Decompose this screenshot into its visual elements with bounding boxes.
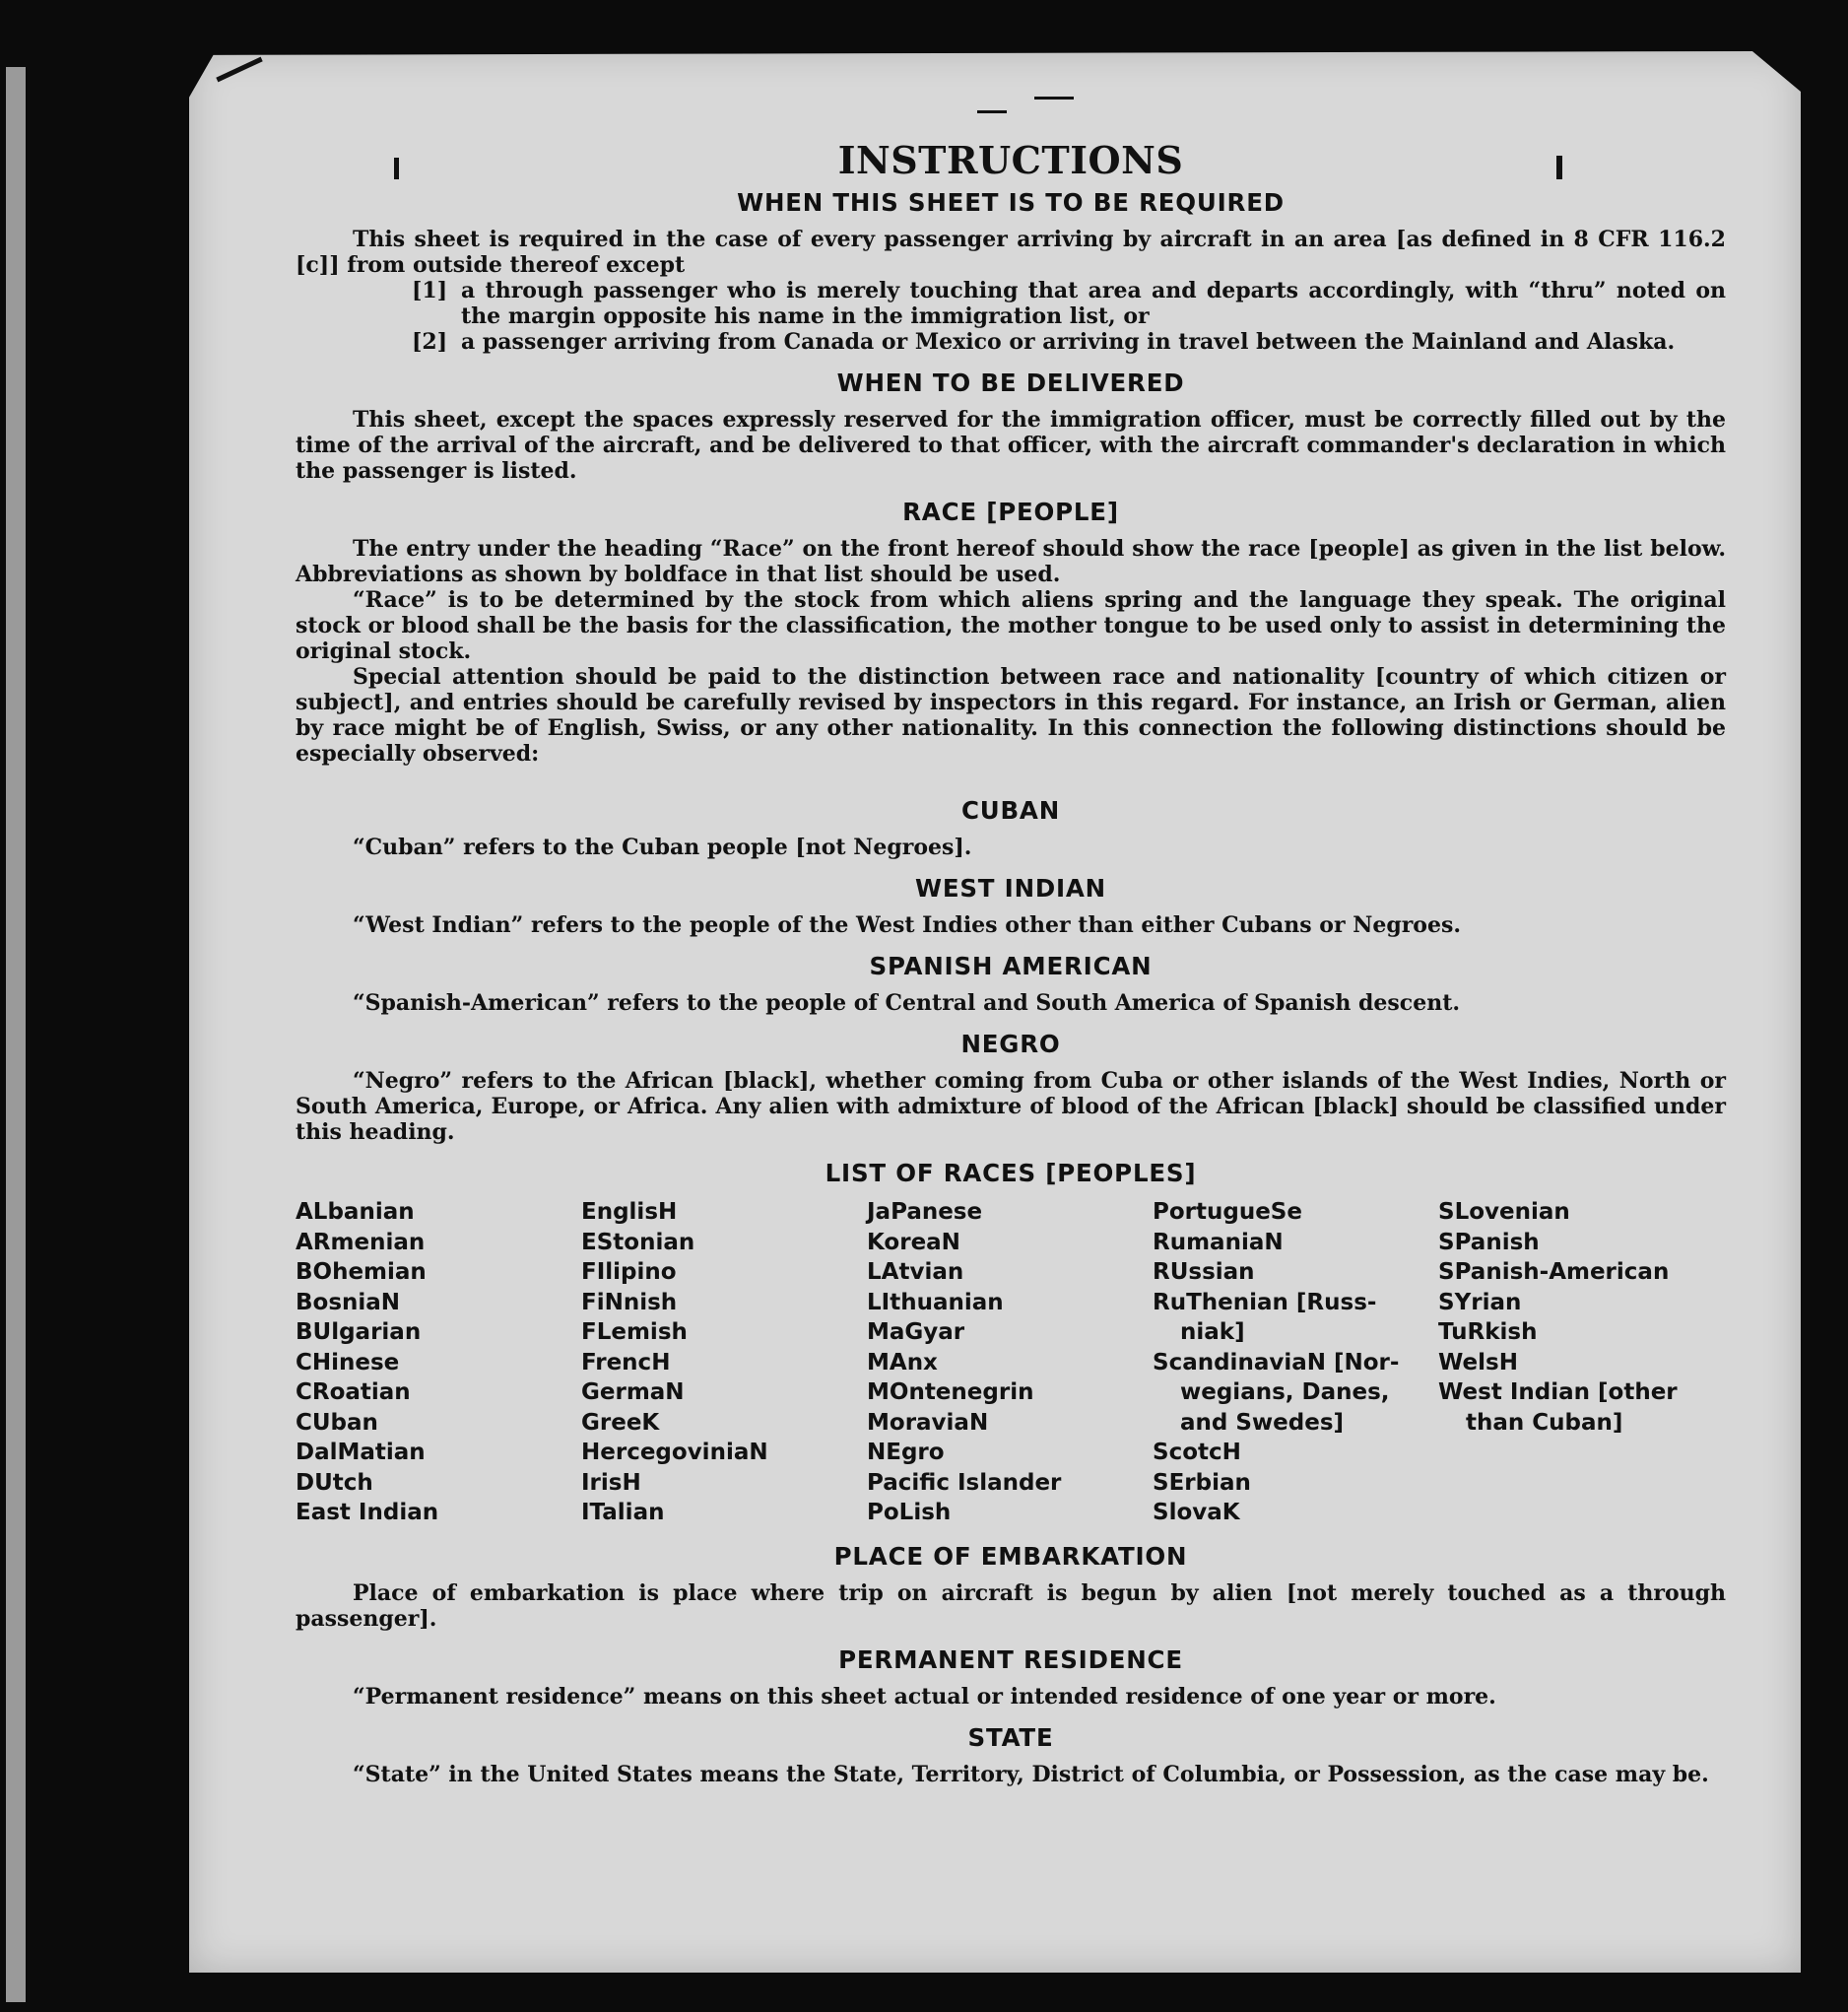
section-heading: WHEN THIS SHEET IS TO BE REQUIRED <box>737 188 1285 217</box>
race-entry: BUlgarian <box>296 1319 422 1345</box>
race-entry: GreeK <box>581 1409 660 1436</box>
section-when-delivered <box>296 369 1726 484</box>
section-heading: STATE <box>967 1722 1054 1752</box>
paragraph: “Permanent residence” means on this sheet actual or intended residence of one year or more. <box>353 1683 1496 1710</box>
race-entry: MoraviaN <box>867 1409 989 1436</box>
race-entry: TuRkish <box>1438 1319 1538 1345</box>
paragraph: Place of embarkation is place where trip on aircraft is begun by alien [not merely touched as a through passenger]. <box>296 1579 1726 1632</box>
race-entry: SLovenian <box>1438 1199 1570 1225</box>
race-entry: SlovaK <box>1153 1500 1240 1525</box>
paragraph: “Race” is to be determined by the stock from which aliens spring and the language they speak. The original stock or blood shall be the basis for the classification, the mother tongue to be used only to assist in determining the original stock. <box>296 587 1726 664</box>
race-entry: FIlipino <box>581 1259 677 1285</box>
race-entry: SPanish <box>1438 1229 1540 1255</box>
section-permanent-residence <box>296 1645 1726 1710</box>
race-entry: PoLish <box>867 1500 952 1525</box>
section-negro <box>296 1030 1726 1145</box>
race-entry: ITalian <box>581 1500 665 1525</box>
section-heading: PLACE OF EMBARKATION <box>833 1541 1188 1571</box>
section-place-of-embarkation <box>296 1542 1726 1632</box>
paragraph: “Negro” refers to the African [black], whether coming from Cuba or other islands of the West Indies, North or South America, Europe, or Africa. Any alien with admixture of blood of the African [black] should be classified under this heading. <box>296 1068 1726 1145</box>
race-entry: CHinese <box>296 1349 400 1375</box>
races-column <box>1438 1197 1724 1528</box>
races-column <box>581 1197 867 1528</box>
race-entry: WelsH <box>1438 1349 1518 1375</box>
race-entry: MaGyar <box>867 1319 965 1345</box>
section-race <box>296 498 1726 767</box>
race-entry: ScandinaviaN [Nor- <box>1153 1349 1400 1375</box>
list-text: a through passenger who is merely touching that area and departs accordingly, with “thru” noted on the margin opposite his name in the immigration list, or <box>461 278 1726 329</box>
race-entry: RuThenian [Russ- <box>1153 1289 1377 1315</box>
race-entry: GermaN <box>581 1379 685 1405</box>
list-number: [2] <box>412 329 448 355</box>
section-heading: RACE [PEOPLE] <box>902 498 1119 526</box>
race-entry: PortugueSe <box>1153 1199 1302 1225</box>
paragraph: The entry under the heading “Race” on the front hereof should show the race [people] as given in the list below. Abbreviations as shown by boldface in that list should be used. <box>296 536 1726 587</box>
race-entry: BosniaN <box>296 1289 401 1315</box>
race-entry: niak] <box>1180 1319 1245 1345</box>
race-entry: IrisH <box>581 1469 641 1496</box>
paragraph: “West Indian” refers to the people of the West Indies other than either Cubans or Negroes. <box>353 912 1462 938</box>
section-heading: NEGRO <box>960 1030 1061 1058</box>
race-entry: SYrian <box>1438 1289 1522 1315</box>
race-entry: ScotcH <box>1153 1440 1241 1465</box>
section-heading: WEST INDIAN <box>915 874 1106 903</box>
race-entry: and Swedes] <box>1180 1409 1345 1436</box>
scanner-edge-strip <box>6 67 26 2002</box>
race-entry: MOntenegrin <box>867 1379 1034 1405</box>
paragraph: “Cuban” refers to the Cuban people [not Negroes]. <box>353 835 972 860</box>
race-entry: than Cuban] <box>1466 1409 1623 1436</box>
race-entry: HercegoviniaN <box>581 1440 768 1465</box>
race-entry: East Indian <box>296 1500 439 1525</box>
race-entry: LIthuanian <box>867 1289 1004 1315</box>
race-entry: FiNnish <box>581 1289 678 1315</box>
race-entry: FrencH <box>581 1349 671 1375</box>
list-item <box>412 329 1726 355</box>
corner-mark <box>216 57 262 83</box>
races-column <box>867 1197 1153 1528</box>
race-entry: ALbanian <box>296 1199 415 1225</box>
paragraph: This sheet, except the spaces expressly reserved for the immigration officer, must be correctly filled out by the time of the arrival of the aircraft, and be delivered to that officer, with the aircraft commander's declaration in which the passenger is listed. <box>296 407 1726 484</box>
paragraph: This sheet is required in the case of every passenger arriving by aircraft in an area [as defined in 8 CFR 116.2 [c]] from outside thereof except <box>296 227 1726 278</box>
race-entry: RumaniaN <box>1153 1229 1284 1255</box>
race-entry: LAtvian <box>867 1259 964 1285</box>
section-heading: PERMANENT RESIDENCE <box>838 1644 1183 1674</box>
race-entry: MAnx <box>867 1349 938 1375</box>
section-heading: SPANISH AMERICAN <box>869 952 1153 980</box>
section-list-of-races <box>296 1159 1726 1528</box>
section-state <box>296 1723 1726 1787</box>
race-entry: CRoatian <box>296 1379 411 1405</box>
race-entry: RUssian <box>1153 1259 1255 1285</box>
races-column <box>1153 1197 1438 1528</box>
race-entry: Pacific Islander <box>867 1469 1062 1496</box>
race-entry: ARmenian <box>296 1229 426 1255</box>
top-mark <box>1034 97 1074 100</box>
page-title: INSTRUCTIONS <box>837 138 1184 182</box>
race-entry: FLemish <box>581 1319 688 1345</box>
paragraph: Special attention should be paid to the distinction between race and nationality [country of which citizen or subject], and entries should be carefully revised by inspectors in this regard. For instance, an Irish or German, alien by race might be of English, Swiss, or any other nationality. In this connection the following distinctions should be especially observed: <box>296 664 1726 767</box>
section-west-indian <box>296 874 1726 938</box>
section-cuban <box>296 796 1726 860</box>
section-when-required <box>296 188 1726 355</box>
section-heading: CUBAN <box>960 796 1060 825</box>
race-entry: SErbian <box>1153 1469 1251 1496</box>
document-content <box>296 138 1726 1787</box>
races-column <box>296 1197 581 1528</box>
race-entry: SPanish-American <box>1438 1259 1670 1285</box>
race-entry: BOhemian <box>296 1259 427 1285</box>
race-entry: CUban <box>296 1409 378 1436</box>
race-entry: JaPanese <box>867 1199 983 1225</box>
paragraph: “State” in the United States means the State, Territory, District of Columbia, or Possession, as the case may be. <box>353 1761 1709 1787</box>
race-entry: DUtch <box>296 1469 373 1496</box>
list-text: a passenger arriving from Canada or Mexico or arriving in travel between the Mainland and Alaska. <box>461 329 1676 355</box>
section-spanish-american <box>296 952 1726 1016</box>
section-heading: WHEN TO BE DELIVERED <box>836 369 1185 397</box>
race-entry: wegians, Danes, <box>1180 1379 1390 1405</box>
race-entry: KoreaN <box>867 1229 960 1255</box>
paragraph: “Spanish-American” refers to the people of Central and South America of Spanish descent. <box>353 990 1461 1016</box>
race-entry: West Indian [other <box>1438 1379 1678 1405</box>
top-mark <box>977 110 1007 113</box>
race-entry: NEgro <box>867 1440 945 1465</box>
list-number: [1] <box>412 278 448 303</box>
race-entry: EStonian <box>581 1229 695 1255</box>
races-table <box>296 1197 1726 1528</box>
race-entry: EnglisH <box>581 1199 678 1225</box>
race-entry: DalMatian <box>296 1440 426 1465</box>
section-heading: LIST OF RACES [PEOPLES] <box>825 1159 1197 1187</box>
list-item <box>412 278 1726 329</box>
